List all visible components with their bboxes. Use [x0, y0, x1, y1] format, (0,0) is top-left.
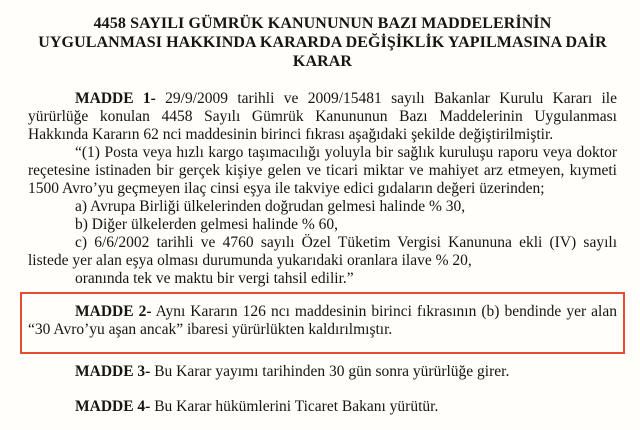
article-2-text: Aynı Kararın 126 ncı maddesinin birinci fıkrasının (b) bendinde yer alan “30 Avro’yu aşan ancak” ibaresi yürürlükten kaldırılmıştır. — [28, 303, 617, 338]
article-4-text: Bu Karar hükümlerini Ticaret Bakanı yürütür. — [150, 398, 439, 415]
article-3-text: Bu Karar yayımı tarihinden 30 gün sonra yürürlüğe girer. — [150, 363, 510, 380]
clause-item-a: a) Avrupa Birliği ülkelerinden doğrudan gelmesi halinde % 30, — [75, 198, 466, 215]
clause-item-b: b) Diğer ülkelerden gelmesi halinde % 60, — [75, 216, 338, 233]
clause-item-c: c) 6/6/2002 tarihli ve 4760 sayılı Özel Tüketim Vergisi Kanununa ekli (IV) sayılı listede yer alan eşya olması durumunda yukarıdaki oranlara ilave % 20, — [28, 234, 617, 269]
article-1-text: 29/9/2009 tarihli ve 2009/15481 sayılı Bakanlar Kurulu Kararı ile yürürlüğe konulan 4458 Sayılı Gümrük Kanununun Bazı Maddelerinin Uygulanması Hakkında Kararın 62 nci maddesinin birinci fıkrası aşağıdaki şekilde değiştirilmiştir. — [28, 90, 617, 143]
article-3-paragraph — [28, 363, 617, 381]
article-1-label: MADDE 1- — [75, 90, 156, 107]
article-2-label: MADDE 2- — [75, 303, 152, 320]
document-title-line-1: 4458 SAYILI GÜMRÜK KANUNUNUN BAZI MADDELERİNİN — [93, 15, 552, 32]
article-2-paragraph — [28, 303, 617, 339]
document-title-line-3: KARAR — [292, 53, 353, 70]
article-1-paragraph — [28, 90, 617, 144]
article-2-highlight-box — [20, 292, 625, 354]
article-4-paragraph — [28, 398, 617, 416]
document-title — [28, 14, 617, 71]
article-3-label: MADDE 3- — [75, 363, 151, 380]
clause-closing-line: oranında tek ve maktu bir vergi tahsil edilir.” — [75, 270, 354, 287]
article-4-label: MADDE 4- — [75, 398, 151, 415]
document-title-line-2: UYGULANMASI HAKKINDA KARARDA DEĞİŞİKLİK YAPILMASINA DAİR — [38, 34, 607, 51]
clause-intro-paragraph: “(1) Posta veya hızlı kargo taşımacılığı yoluyla bir sağlık kuruluşu raporu veya doktor reçetesine istinaden bir gerçek kişiye gelen ve ticari miktar ve mahiyet arz etmeyen, kıymeti 1500 Avro’yu geçmeyen ilaç cinsi eşya ile takviye edici gıdaların değeri üzerinden; — [28, 144, 617, 197]
